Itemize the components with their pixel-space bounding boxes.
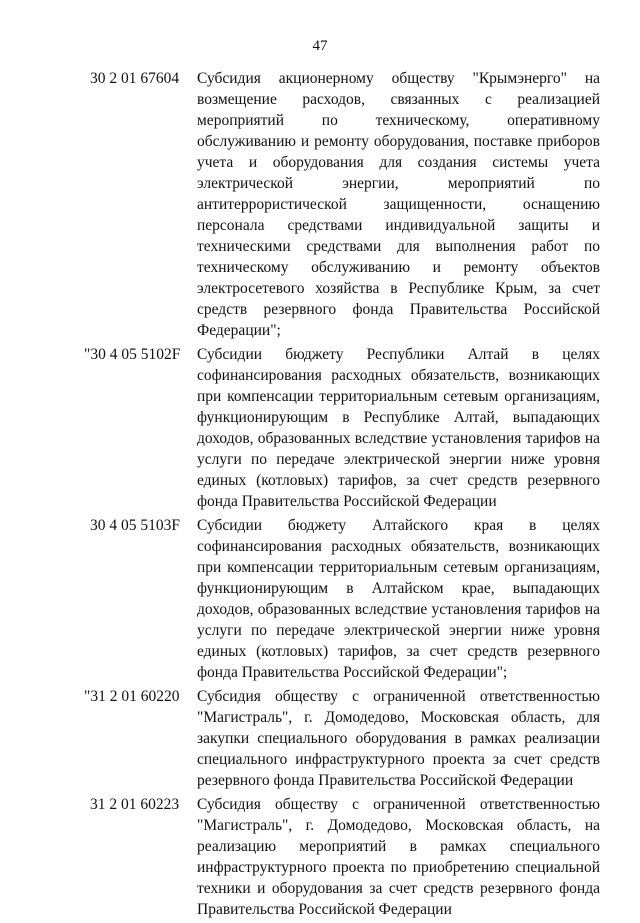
budget-entry-description: Субсидия обществу с ограниченной ответственностью "Магистраль", г. Домодедово, Московская область, на реализацию мероприятий в рамках специального инфраструктурного проекта по приобретению специальной техники и оборудования за счет средств резервного фонда Правительства Российской Федерации — [197, 796, 600, 918]
budget-entry-description: Субсидии бюджету Алтайского края в целях софинансирования расходных обязательств, возникающих при компенсации территориальным сетевым организациям, функционирующим в Алтайском крае, выпадающих доходов, образованных вследствие установления тарифов на услуги по передаче электрической энергии ниже уровня единых (котловых) тарифов, за счет средств резервного фонда Правительства Российской Федерации"; — [197, 517, 600, 681]
budget-entry — [0, 344, 640, 512]
budget-code: 31 2 01 60223 — [90, 796, 180, 813]
page-number: 47 — [312, 38, 328, 54]
budget-entry — [0, 794, 640, 920]
budget-entry — [0, 515, 640, 683]
budget-entry — [0, 686, 640, 791]
budget-code: "31 2 01 60220 — [84, 688, 180, 705]
budget-code: 30 4 05 5103F — [90, 517, 180, 534]
budget-entry-description: Субсидия акционерному обществу "Крымэнерго" на возмещение расходов, связанных с реализацией мероприятий по техническому, оперативному обслуживанию и ремонту оборудования, поставке приборов учета и оборудования для создания системы учета электрической энергии, мероприятий по антитеррористической защищенности, оснащению персонала средствами индивидуальной защиты и техническими средствами для выполнения работ по техническому обслуживанию и ремонту объектов электросетевого хозяйства в Республике Крым, за счет средств резервного фонда Правительства Российской Федерации"; — [197, 70, 600, 339]
budget-entry-description: Субсидии бюджету Республики Алтай в целях софинансирования расходных обязательств, возникающих при компенсации территориальным сетевым организациям, функционирующим в Республике Алтай, выпадающих доходов, образованных вследствие установления тарифов на услуги по передаче электрической энергии ниже уровня единых (котловых) тарифов, за счет средств резервного фонда Правительства Российской Федерации — [197, 346, 600, 510]
budget-code-list — [0, 68, 640, 923]
budget-code: 30 2 01 67604 — [90, 70, 180, 87]
budget-entry-description: Субсидия обществу с ограниченной ответственностью "Магистраль", г. Домодедово, Московская область, для закупки специального оборудования в рамках реализации специального инфраструктурного проекта за счет средств резервного фонда Правительства Российской Федерации — [197, 688, 600, 789]
budget-code: "30 4 05 5102F — [84, 346, 181, 363]
budget-entry — [0, 68, 640, 341]
